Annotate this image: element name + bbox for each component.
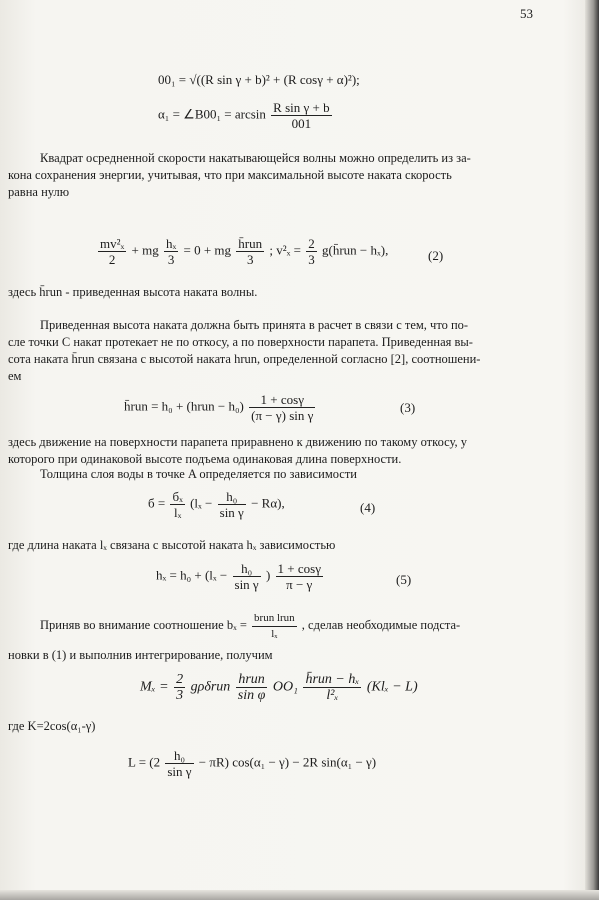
equation-2: $\frac{\text{mv²ₓ}}{2}$ + mg $\frac{\text{hₓ}}{3}$ = 0 + mg $\frac{\text{h̄run}}{3}$ ; v²ₓ = $\frac{2}{3}$ g(h̄run − hₓ), bbox=[100, 236, 389, 267]
paragraph-7-line-2: новки в (1) и выполнив интегрирование, получим bbox=[8, 648, 273, 662]
paragraph-1-line-2: кона сохранения энергии, учитывая, что при максимальной высоте наката скорость bbox=[8, 168, 452, 182]
paragraph-8: где K=2cos(α₁-γ) bbox=[8, 719, 96, 733]
page-number: 53 bbox=[520, 6, 533, 21]
paragraph-3-line-2: сле точки C накат протекает не по откосу, а по поверхности парапета. Приведенная вы- bbox=[8, 335, 473, 349]
equation-3: h̄run = h₀ + (hrun − h₀) $\frac{1 + \cos\gamma}{\text{(π − γ) sin γ}}$ bbox=[124, 392, 314, 423]
equation-2-number: (2) bbox=[428, 248, 444, 263]
paragraph-3-line-3: сота наката h̄run связана с высотой наката hrun, определенной согласно [2], соотношени- bbox=[8, 352, 481, 366]
eq-alpha-fraction: $\frac{\text{R sin γ + b}}{001}$ bbox=[273, 100, 330, 131]
equation-3-number: (3) bbox=[400, 400, 416, 415]
equation-6: Mₓ = $\frac{2}{3}$ gρδrun $\frac{\text{hrun}}{\text{sin φ}}$ OO₁ $\frac{\text{h̄run − hₓ}}{\text{l²ₓ}}$ (Klₓ − L) bbox=[140, 672, 418, 703]
page-edge-shadow bbox=[585, 0, 599, 900]
equation-7: L = (2 $\frac{\text{h₀}}{\text{sin γ}}$ − πR) cos(α₁ − γ) − 2R sin(α₁ − γ) bbox=[128, 748, 377, 779]
equation-alpha1 bbox=[158, 100, 334, 131]
equation-4: б = $\frac{\text{бₓ}}{\text{lₓ}}$ (lₓ − $\frac{\text{h₀}}{\text{sin γ}}$ − Rα), bbox=[148, 489, 285, 520]
page-bottom-shadow bbox=[0, 890, 599, 900]
paragraph-4-line-1: здесь движение на поверхности парапета приравнено к движению по такому откосу, у bbox=[8, 435, 468, 449]
paragraph-5: Толщина слоя воды в точке A определяется по зависимости bbox=[40, 467, 357, 481]
equation-5: hₓ = h₀ + (lₓ − $\frac{\text{h₀}}{\text{sin γ}}$ ) $\frac{1 + \cos\gamma}{\pi - \gamma}$ bbox=[156, 561, 321, 592]
equation-5-number: (5) bbox=[396, 572, 412, 587]
paragraph-3-line-4: ем bbox=[8, 369, 22, 383]
paragraph-1-line-3: равна нулю bbox=[8, 185, 70, 199]
paragraph-4-line-2: которого при одинаковой высоте подъема одинаковая длина поверхности. bbox=[8, 452, 402, 466]
paragraph-6: где длина наката lₓ связана с высотой наката hₓ зависимостью bbox=[8, 538, 336, 552]
paragraph-1-line-1: Квадрат осредненной скорости накатывающейся волны можно определить из за- bbox=[40, 151, 471, 165]
equation-4-number: (4) bbox=[360, 500, 376, 515]
paragraph-3-line-1: Приведенная высота наката должна быть принята в расчет в связи с тем, что по- bbox=[40, 318, 469, 332]
paragraph-7-line-1: Приняв во внимание соотношение bₓ = $\frac{\text{brun lrun}}{\text{lₓ}}$ , сделав необходимые подста- bbox=[40, 611, 461, 640]
equation-oo1: 00₁ = √((R sin γ + b)² + (R cosγ + α)²); bbox=[158, 72, 360, 87]
eq-alpha-lhs: α₁ = ∠B00₁ = arcsin bbox=[158, 106, 266, 122]
paragraph-2: здесь h̄run - приведенная высота наката волны. bbox=[8, 285, 258, 299]
